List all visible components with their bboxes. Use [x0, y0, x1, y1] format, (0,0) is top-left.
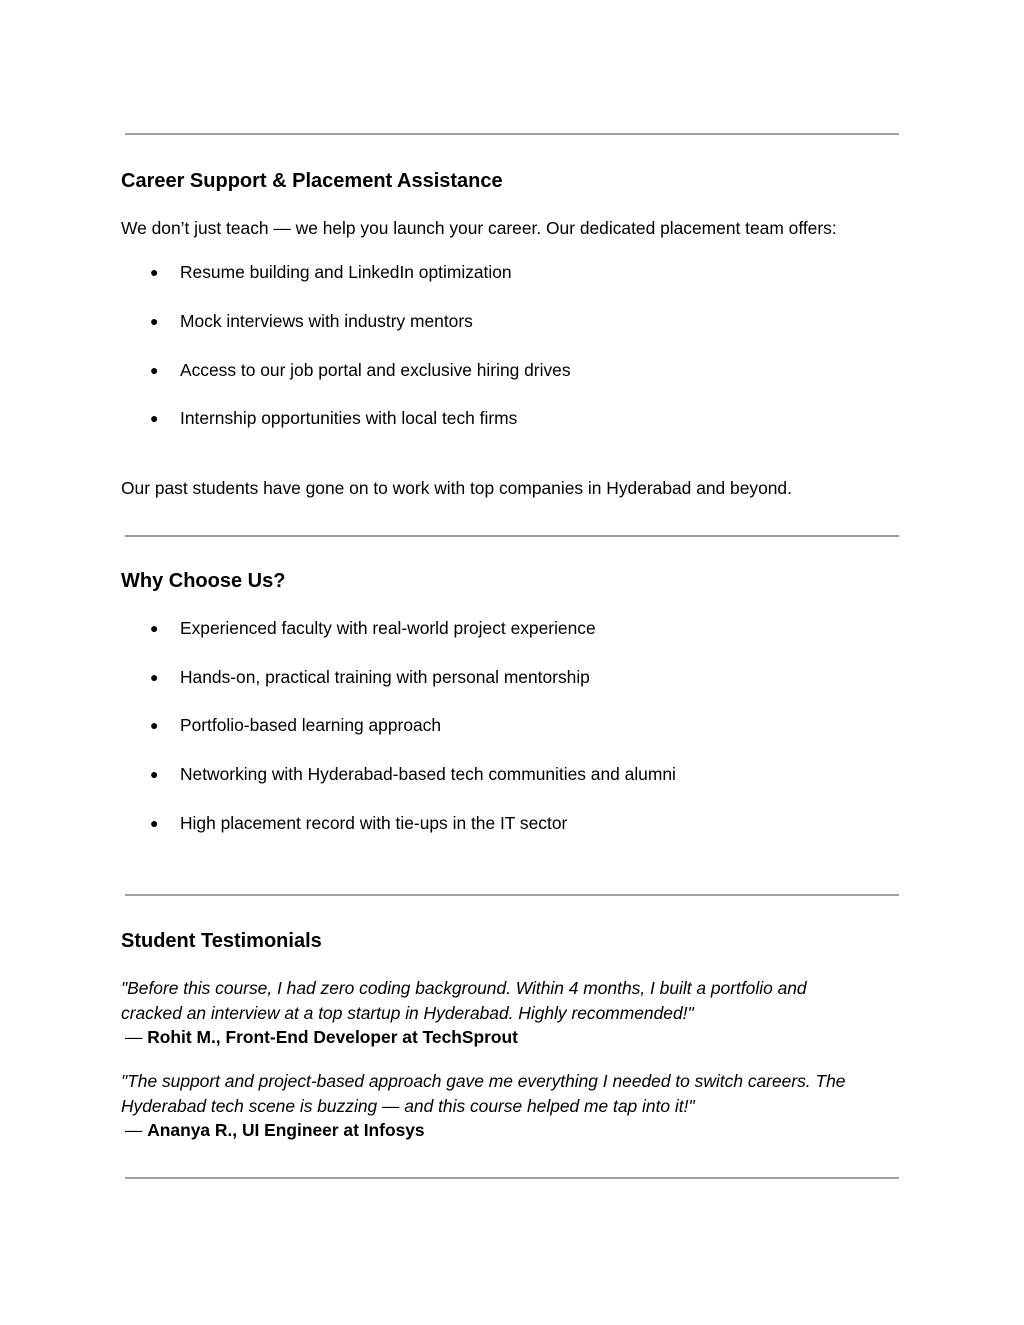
list-item-text: Networking with Hyderabad-based tech communities and alumni	[180, 764, 676, 784]
list-item	[150, 309, 473, 333]
attribution-dash: —	[125, 1027, 148, 1047]
testimonial-quote-line: "Before this course, I had zero coding background. Within 4 months, I built a portfolio and	[121, 978, 807, 998]
testimonial-ananya	[121, 1069, 911, 1143]
bullet-icon: ●	[150, 410, 159, 426]
bullet-icon: ●	[150, 362, 159, 378]
list-item	[150, 665, 590, 689]
career-outro-text: Our past students have gone on to work with top companies in Hyderabad and beyond.	[121, 478, 792, 498]
testimonials-section-heading: Student Testimonials	[121, 930, 322, 952]
list-item	[150, 616, 596, 640]
bullet-icon: ●	[150, 313, 159, 329]
testimonial-quote-line: "The support and project-based approach gave me everything I needed to switch careers. The	[121, 1071, 846, 1091]
list-item-text: High placement record with tie-ups in the IT sector	[180, 813, 568, 833]
testimonial-attribution	[121, 1118, 911, 1143]
list-item-text: Hands-on, practical training with personal mentorship	[180, 667, 590, 687]
career-intro-text: We don’t just teach — we help you launch your career. Our dedicated placement team offers:	[121, 218, 837, 238]
list-item-text: Mock interviews with industry mentors	[180, 311, 473, 331]
divider-career-why	[125, 535, 899, 537]
list-item	[150, 713, 441, 737]
list-item	[150, 260, 512, 284]
bullet-icon: ●	[150, 669, 159, 685]
testimonial-rohit	[121, 976, 911, 1050]
list-item-text: Experienced faculty with real-world project experience	[180, 618, 596, 638]
bullet-icon: ●	[150, 264, 159, 280]
attribution-dash: —	[125, 1120, 148, 1140]
list-item	[150, 358, 571, 382]
bullet-icon: ●	[150, 766, 159, 782]
divider-bottom	[125, 1177, 899, 1179]
divider-top	[125, 133, 899, 135]
list-item	[150, 406, 517, 430]
testimonial-author: Ananya R., UI Engineer at Infosys	[147, 1120, 425, 1140]
career-section-heading: Career Support & Placement Assistance	[121, 170, 503, 192]
list-item-text: Portfolio-based learning approach	[180, 715, 442, 735]
bullet-icon: ●	[150, 815, 159, 831]
list-item-text: Internship opportunities with local tech firms	[180, 408, 518, 428]
bullet-icon: ●	[150, 620, 159, 636]
testimonial-quote-line: Hyderabad tech scene is buzzing — and this course helped me tap into it!"	[121, 1095, 695, 1116]
bullet-icon: ●	[150, 717, 159, 733]
testimonial-author: Rohit M., Front-End Developer at TechSprout	[147, 1027, 518, 1047]
divider-why-testimonials	[125, 894, 899, 896]
list-item	[150, 811, 567, 835]
list-item-text: Resume building and LinkedIn optimization	[180, 262, 512, 282]
testimonial-quote-line: cracked an interview at a top startup in Hyderabad. Highly recommended!"	[121, 1002, 694, 1023]
list-item-text: Access to our job portal and exclusive hiring drives	[180, 360, 571, 380]
list-item	[150, 762, 676, 786]
testimonial-attribution	[121, 1025, 911, 1050]
why-section-heading: Why Choose Us?	[121, 570, 286, 592]
